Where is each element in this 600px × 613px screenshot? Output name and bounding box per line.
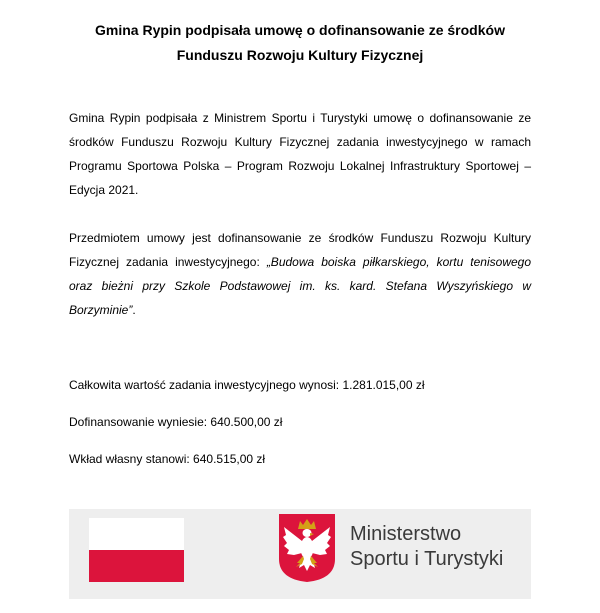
page-title <box>60 18 540 68</box>
polish-eagle-emblem-icon <box>278 513 336 583</box>
flag-red-stripe <box>89 550 184 582</box>
cofinancing-amount: Dofinansowanie wyniesie: 640.500,00 zł <box>69 415 283 429</box>
total-value: Całkowita wartość zadania inwestycyjnego wynosi: 1.281.015,00 zł <box>69 378 425 392</box>
paragraph-subject-lead: Przedmiotem umowy jest dofinansowanie ze środków Funduszu Rozwoju Kultury Fizycznej zadania inwestycyjnego: <box>69 231 531 269</box>
flag-white-stripe <box>89 518 184 550</box>
ministry-name-line-2: Sportu i Turystyki <box>350 548 504 570</box>
eagle-body <box>301 537 314 559</box>
title-line-1: Gmina Rypin podpisała umowę o dofinansowanie ze środków <box>95 22 505 38</box>
title-line-2: Funduszu Rozwoju Kultury Fizycznej <box>176 47 424 63</box>
own-contribution: Wkład własny stanowi: 640.515,00 zł <box>69 452 266 466</box>
polish-flag-icon <box>89 518 184 582</box>
ministry-name-line-1: Ministerstwo <box>350 523 462 545</box>
ministry-logo-banner <box>69 509 531 599</box>
project-name-quote: „Budowa boiska piłkarskiego, kortu tenisowego oraz bieżni przy Szkole Podstawowej im. ks. kard. Stefana Wyszyńskiego w Borzyminie” <box>69 255 532 317</box>
paragraph-subject-end: . <box>132 303 136 317</box>
paragraph-subject <box>69 226 531 322</box>
ministry-name <box>350 522 531 572</box>
paragraph-agreement: Gmina Rypin podpisała z Ministrem Sportu i Turystyki umowę o dofinansowanie ze środków Funduszu Rozwoju Kultury Fizycznej zadania inwestycyjnego w ramach Programu Sportowa Polska – Program Rozwoju Lokalnej Infrastruktury Sportowej – Edycja 2021. <box>69 111 531 197</box>
